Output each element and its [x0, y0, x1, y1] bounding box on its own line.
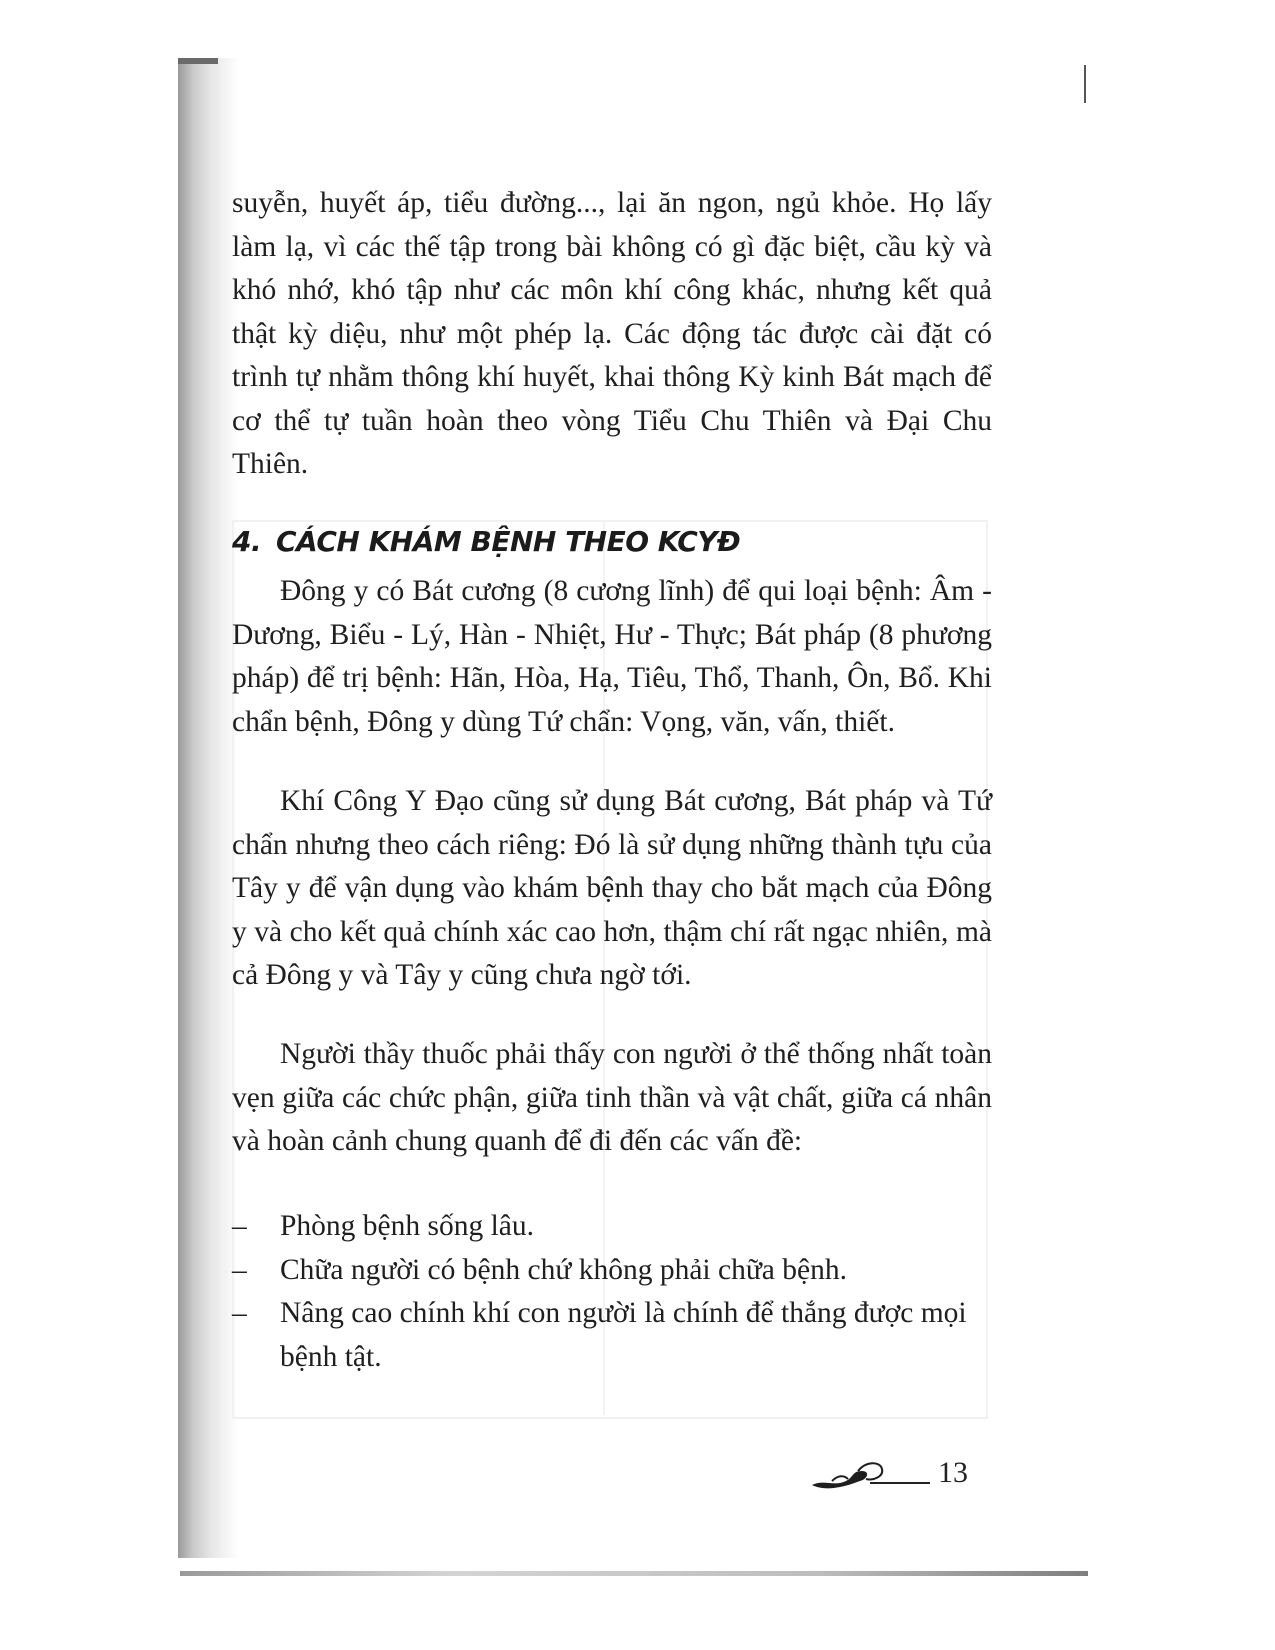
- section-number: 4.: [232, 525, 262, 558]
- paragraph-text: Đông y có Bát cương (8 cương lĩnh) để qui loại bệnh: Âm - Dương, Biểu - Lý, Hàn - Nhiệt, Hư - Thực; Bát pháp (8 phương pháp) để trị bệnh: Hãn, Hòa, Hạ, Tiêu, Thổ, Thanh, Ôn, Bổ. Khi chẩn bệnh, Đông y dùng Tứ chẩn: Vọng, văn, vấn, thiết.: [232, 575, 992, 738]
- dash-marker: –: [232, 1210, 247, 1242]
- page-number: 13: [938, 1456, 968, 1489]
- page-gutter-shadow: [178, 58, 238, 1558]
- paragraph-text: suyễn, huyết áp, tiểu đường..., lại ăn ngon, ngủ khỏe. Họ lấy làm lạ, vì các thế tập trong bài không có gì đặc biệt, cầu kỳ và khó nhớ, khó tập như các môn khí công khác, nhưng kết quả thật kỳ diệu, như một phép lạ. Các động tác được cài đặt có trình tự nhằm thông khí huyết, khai thông Kỳ kinh Bát mạch để cơ thể tự tuần hoàn theo vòng Tiểu Chu Thiên và Đại Chu Thiên.: [232, 187, 992, 480]
- paragraph-khi-cong-y-dao: [232, 780, 992, 998]
- paragraph-thay-thuoc: [232, 1033, 992, 1164]
- page-top-edge: [178, 58, 218, 64]
- list-item: [232, 1205, 992, 1249]
- brush-stroke-ornament-icon: [810, 1457, 935, 1491]
- page-bottom-edge: [180, 1571, 1088, 1576]
- paragraph-continued: [232, 182, 992, 487]
- section-title: CÁCH KHÁM BỆNH THEO KCYĐ: [276, 525, 741, 558]
- dash-marker: –: [232, 1297, 247, 1329]
- paragraph-text: Người thầy thuốc phải thấy con người ở thể thống nhất toàn vẹn giữa các chức phận, giữa tinh thần và vật chất, giữa cá nhân và hoàn cảnh chung quanh để đi đến các vấn đề:: [232, 1038, 992, 1157]
- page-right-edge-mark: [1084, 65, 1086, 103]
- dash-marker: –: [232, 1253, 247, 1286]
- paragraph-text: Khí Công Y Đạo cũng sử dụng Bát cương, Bát pháp và Tứ chẩn nhưng theo cách riêng: Đó là sử dụng những thành tựu của Tây y để vận dụng vào khám bệnh thay cho bắt mạch của Đông y và cho kết quả chính xác cao hơn, thậm chí rất ngạc nhiên, mà cả Đông y và Tây y cũng chưa ngờ tới.: [232, 785, 992, 991]
- list-item-text: Nâng cao chính khí con người là chính để thắng được mọi bệnh tật.: [280, 1297, 967, 1373]
- paragraph-bat-cuong: [232, 570, 992, 744]
- list-item: [232, 1292, 992, 1379]
- list-item: [232, 1249, 992, 1293]
- section-heading: [232, 525, 740, 558]
- bullet-list: [232, 1205, 992, 1379]
- list-item-text: Chữa người có bệnh chứ không phải chữa bệnh.: [280, 1253, 847, 1286]
- list-item-text: Phòng bệnh sống lâu.: [280, 1210, 535, 1242]
- page-footer: [810, 1455, 990, 1495]
